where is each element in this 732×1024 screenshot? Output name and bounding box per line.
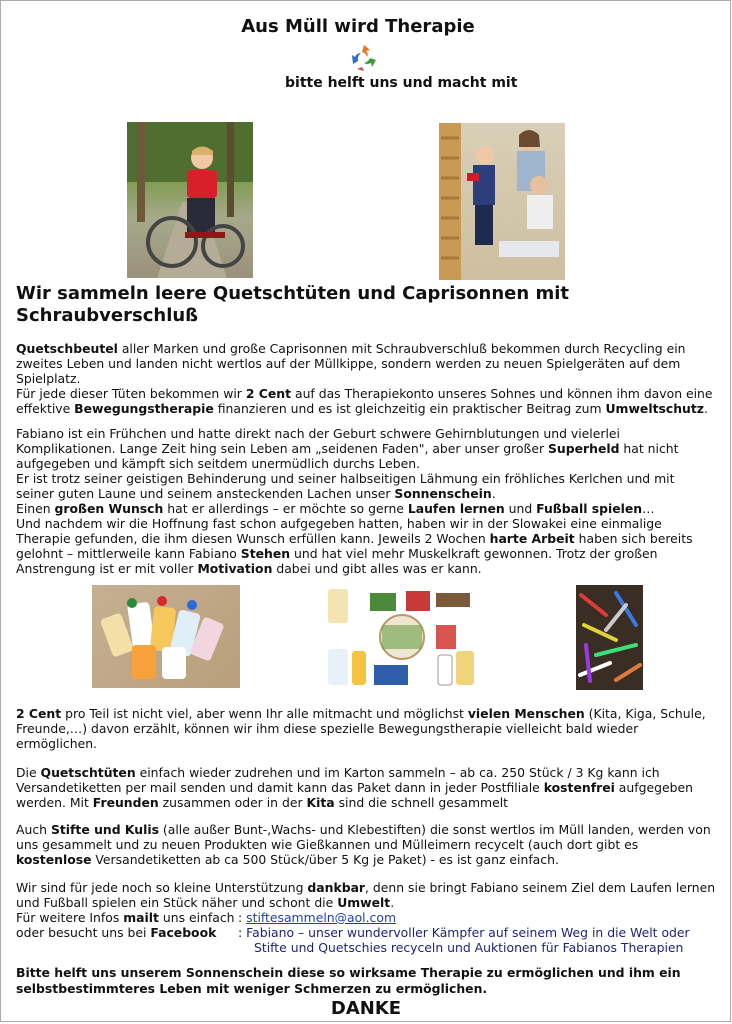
photo-recycled-products-collage	[326, 585, 478, 690]
photo-boy-in-wheelchair	[127, 122, 253, 278]
flyer-title: Aus Müll wird Therapie	[241, 16, 475, 37]
contact-paragraph: Wir sind für jede noch so kleine Unterstützung dankbar, denn sie bringt Fabiano seinem Ziel dem Laufen lernen und Fußball spielen ein Stück näher und schont die Umwelt. Für weitere Infos mailt uns einfach : stiftesammeln@aol.com oder besucht uns bei Facebook : Fabiano – unser wundervoller Kämpfer auf seinem Weg in die Welt oder Stifte und Quetschies recyceln und Auktionen für Fabianos Therapien	[16, 880, 716, 955]
closing-appeal: Bitte helft uns unserem Sonnenschein diese so wirksame Therapie zu ermöglichen und ihm ein selbstbestimmteres Leben mit weniger Schmerzen zu ermöglichen.	[16, 965, 681, 996]
story-paragraph: Fabiano ist ein Frühchen und hatte direkt nach der Geburt schwere Gehirnblutungen und vielerlei Komplikationen. Lange Zeit hing sein Leben am „seidenen Faden", aber unser großer Superheld hat nicht aufgegeben und kämpft sich seitdem unermüdlich durchs Leben. Er ist trotz seiner geistigen Behinderung und seiner halbseitigen Lähmung ein fröhliches Kerlchen und mit seiner guten Laune und seinem ansteckenden Lachen unser Sonnenschein. Einen großen Wunsch hat er allerdings – er möchte so gerne Laufen lernen und Fußball spielen… Und nachdem wir die Hoffnung fast schon aufgegeben hatten, haben wir in der Slowakei eine einmalige Therapie gefunden, die ihm diesen Wunsch erfüllen kann. Jeweils 2 Wochen harte Arbeit haben sich bereits gelohnt – mittlerweile kann Fabiano Stehen und hat viel mehr Muskelkraft gewonnen. Trotz der großen Anstrengung ist er mit voller Motivation dabei und gibt alles was er kann.	[16, 426, 693, 576]
appeal-paragraph: 2 Cent pro Teil ist nicht viel, aber wenn Ihr alle mitmacht und möglichst vielen Menschen (Kita, Kiga, Schule, Freunde,…) davon erzählt, können wir ihm diese spezielle Bewegungstherapie vielleicht bald wieder ermöglichen.	[16, 706, 706, 751]
pens-collection-paragraph: Auch Stifte und Kulis (alle außer Bunt-,Wachs- und Klebestiften) die sonst wertlos im Müll landen, werden von uns gesammelt und zu neuen Produkten wie Gießkannen und Mülleimern recycelt (auch dort gibt es kostenlose Versandetiketten ab ca 500 Stück/über 5 Kg je Paket) - es ist ganz einfach.	[16, 822, 711, 867]
intro-paragraph: Quetschbeutel aller Marken und große Caprisonnen mit Schraubverschluß bekommen durch Recycling ein zweites Leben und landen nicht wertlos auf der Müllkippe, sondern werden zu neuen Spielgeräten auf dem Spielplatz. Für jede dieser Tüten bekommen wir 2 Cent auf das Therapiekonto unseres Sohnes und können ihm davon eine effektive Bewegungstherapie finanzieren und es ist gleichzeitig ein praktischer Beitrag zum Umweltschutz.	[16, 341, 713, 416]
photo-box-of-pens	[576, 585, 643, 690]
photo-squeeze-pouches	[92, 585, 240, 688]
facebook-page-recycling[interactable]: Stifte und Quetschies recyceln und Auktionen für Fabianos Therapien	[254, 940, 684, 955]
pouch-collection-paragraph: Die Quetschtüten einfach wieder zudrehen und im Karton sammeln – ab ca. 250 Stück / 3 Kg kann ich Versandetiketten per mail senden und damit kann das Paket dann in jeder Postfiliale kostenfrei aufgegeben werden. Mit Freunden zusammen oder in der Kita sind die schnell gesammelt	[16, 765, 693, 810]
thanks-text: DANKE	[330, 998, 402, 1019]
email-link[interactable]: stiftesammeln@aol.com	[246, 910, 397, 925]
photo-therapy-session	[439, 123, 565, 280]
facebook-page-fabiano[interactable]: Fabiano – unser wundervoller Kämpfer auf seinem Weg in die Welt oder	[246, 925, 690, 940]
main-heading: Wir sammeln leere Quetschtüten und Caprisonnen mit Schraubverschluß	[16, 283, 569, 326]
recycle-arrows-icon	[348, 42, 380, 74]
flyer-subtitle: bitte helft uns und macht mit	[285, 75, 518, 91]
